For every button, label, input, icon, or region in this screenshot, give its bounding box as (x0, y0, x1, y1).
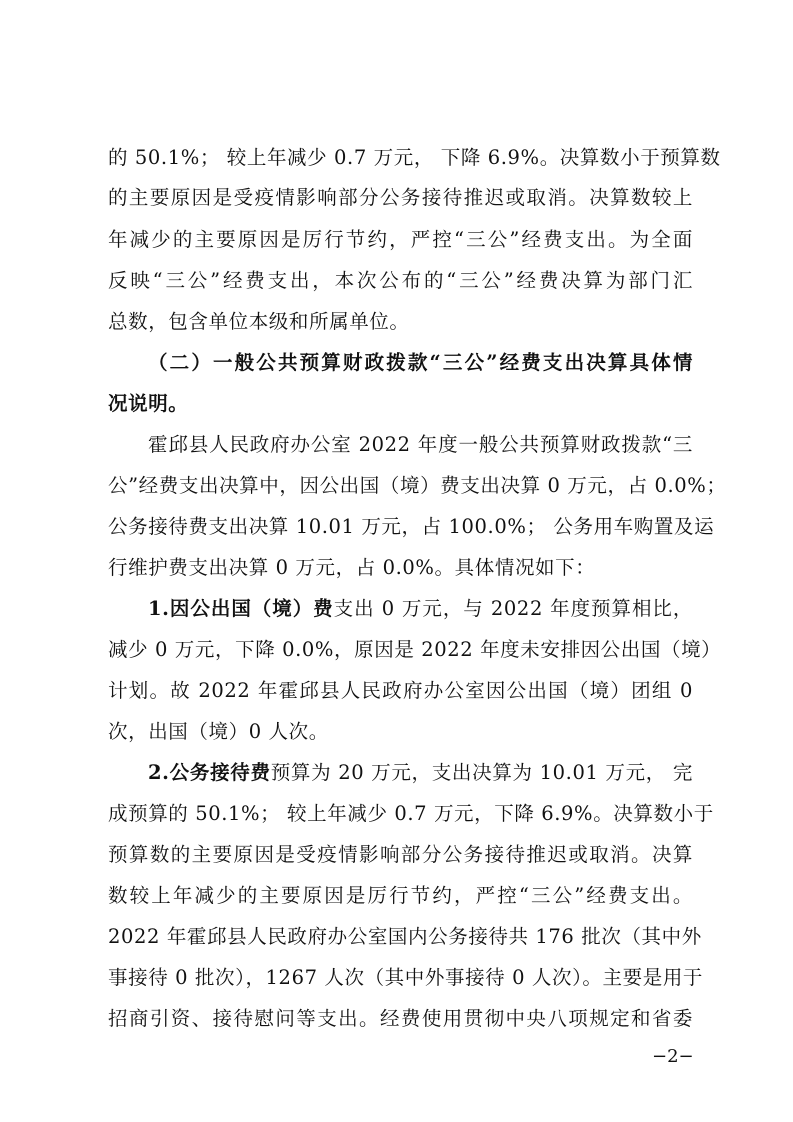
paragraph-line: 总数，包含单位本级和所属单位。 (108, 310, 410, 333)
paragraph-line: 公”经费支出决算中，因公出国（境）费支出决算 0 万元，占 0.0%； (108, 474, 727, 497)
paragraph-line: 招商引资、接待慰问等支出。经费使用贯彻中央八项规定和省委 (108, 1007, 693, 1030)
paragraph-line: 次，出国（境）0 人次。 (108, 720, 329, 743)
paragraph-line: 预算数的主要原因是受疫情影响部分公务接待推迟或取消。决算 (108, 843, 693, 866)
item-text: 预算为 20 万元，支出决算为 10.01 万元， 完 (270, 761, 693, 784)
paragraph-line: 行维护费支出决算 0 万元，占 0.0%。具体情况如下： (108, 556, 596, 579)
paragraph-line: 事接待 0 批次），1267 人次（其中外事接待 0 人次）。主要是用于 (108, 966, 704, 989)
page-number: −2− (652, 1046, 694, 1067)
paragraph-line: 的主要原因是受疫情影响部分公务接待推迟或取消。决算数较上 (108, 186, 693, 209)
paragraph-line: 成预算的 50.1%； 较上年减少 0.7 万元，下降 6.9%。决算数小于 (108, 802, 714, 825)
paragraph-line: 反映“三公”经费支出，本次公布的“三公”经费决算为部门汇 (108, 269, 693, 292)
paragraph-line (148, 597, 693, 621)
paragraph-line: 2022 年霍邱县人民政府办公室国内公务接待共 176 批次（其中外 (108, 925, 702, 948)
item-text: 支出 0 万元，与 2022 年度预算相比， (333, 597, 693, 620)
item-label: 1.因公出国（境）费 (148, 597, 334, 620)
paragraph-line: 数较上年减少的主要原因是厉行节约，严控“三公”经费支出。 (108, 884, 693, 907)
paragraph-line: 年减少的主要原因是厉行节约，严控“三公”经费支出。为全面 (108, 228, 693, 251)
paragraph-line (148, 761, 693, 785)
section-heading: （二）一般公共预算财政拨款“三公”经费支出决算具体情 (148, 351, 693, 374)
paragraph-line: 公务接待费支出决算 10.01 万元，占 100.0%； 公务用车购置及运 (108, 515, 715, 538)
paragraph-line: 霍邱县人民政府办公室 2022 年度一般公共预算财政拨款“三 (148, 433, 693, 456)
paragraph-line: 减少 0 万元，下降 0.0%，原因是 2022 年度未安排因公出国（境） (108, 638, 722, 661)
item-label: 2.公务接待费 (148, 761, 271, 784)
section-heading: 况说明。 (108, 392, 189, 415)
paragraph-line: 的 50.1%； 较上年减少 0.7 万元， 下降 6.9%。决算数小于预算数 (108, 146, 721, 169)
paragraph-line: 计划。故 2022 年霍邱县人民政府办公室因公出国（境）团组 0 (108, 679, 693, 702)
